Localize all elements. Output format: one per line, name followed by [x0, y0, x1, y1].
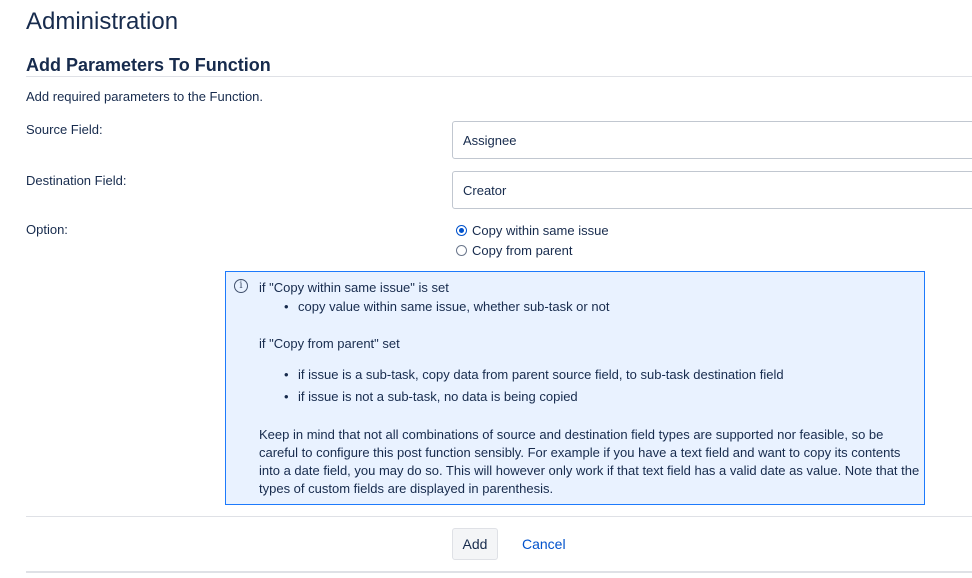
- source-field-label: Source Field:: [26, 122, 103, 137]
- section-description: Add required parameters to the Function.: [26, 89, 264, 104]
- cancel-link[interactable]: Cancel: [522, 536, 566, 552]
- info-panel: [225, 271, 925, 505]
- radio-label: Copy from parent: [472, 243, 573, 258]
- radio-selected-icon[interactable]: [456, 225, 467, 236]
- destination-field-label: Destination Field:: [26, 173, 127, 188]
- info-note: Keep in mind that not all combinations of source and destination field types are supported nor feasible, so be careful to configure this post function sensibly. For example if you have a text field and want to copy its contents into a date field, you may do so. This will however only work if that text field has a valid date as value. Note that the types of custom fields are displayed in parenthesis.: [259, 427, 920, 496]
- actions-divider: [26, 516, 972, 517]
- radio-copy-within-same-issue[interactable]: [456, 223, 609, 238]
- info-heading-from-parent: if "Copy from parent" set: [259, 336, 400, 351]
- source-field[interactable]: [452, 121, 972, 159]
- info-bullet: • copy value within same issue, whether sub-task or not: [284, 299, 610, 314]
- radio-copy-from-parent[interactable]: [456, 243, 572, 258]
- info-bullet: • if issue is not a sub-task, no data is being copied: [284, 389, 578, 404]
- add-button[interactable]: Add: [452, 528, 498, 560]
- info-bullet: • if issue is a sub-task, copy data from parent source field, to sub-task destination field: [284, 367, 784, 382]
- destination-field-input[interactable]: [453, 172, 972, 208]
- info-heading-same-issue: if "Copy within same issue" is set: [259, 280, 449, 295]
- info-bullet-text: if issue is a sub-task, copy data from parent source field, to sub-task destination field: [298, 367, 784, 382]
- bottom-divider: [26, 571, 972, 573]
- info-bullet-text: if issue is not a sub-task, no data is being copied: [298, 389, 578, 404]
- page-title: Administration: [26, 8, 179, 35]
- radio-label: Copy within same issue: [472, 223, 609, 238]
- option-label: Option:: [26, 222, 68, 237]
- section-divider: [26, 76, 972, 77]
- source-field-input[interactable]: [453, 122, 972, 158]
- radio-unselected-icon[interactable]: [456, 245, 467, 256]
- section-title: Add Parameters To Function: [26, 55, 271, 75]
- info-icon: i: [234, 279, 248, 293]
- info-bullet-text: copy value within same issue, whether sub-task or not: [298, 299, 610, 314]
- destination-field[interactable]: [452, 171, 972, 209]
